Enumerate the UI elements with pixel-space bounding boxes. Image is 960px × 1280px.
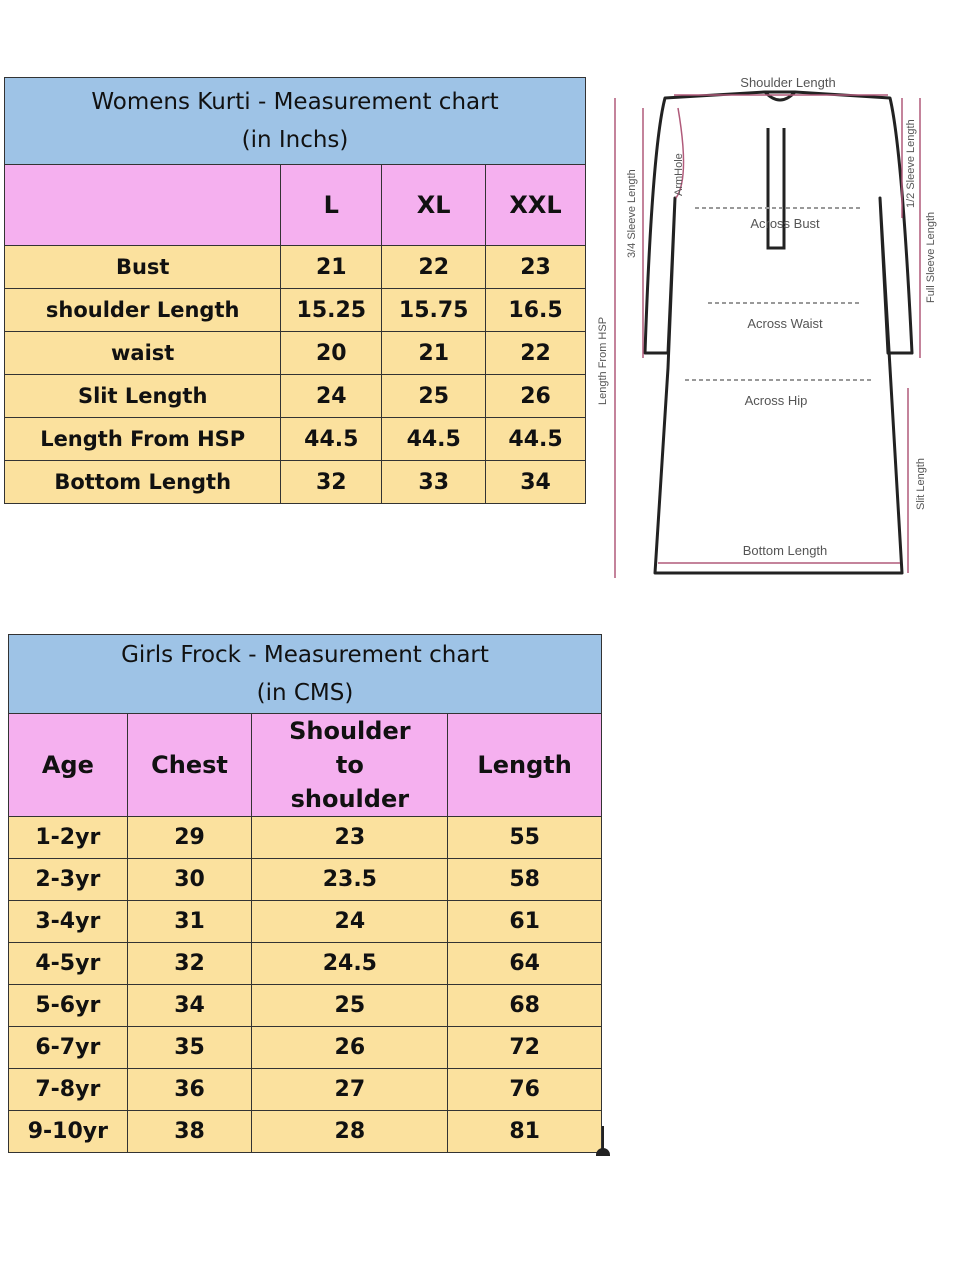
full-sleeve-label: Full Sleeve Length (925, 211, 937, 303)
bottom-length-label: Bottom Length (742, 543, 828, 558)
cell-value: 25 (382, 375, 486, 418)
cell-value: 15.25 (281, 289, 382, 332)
cell-length: 55 (448, 817, 602, 859)
kurti-outline (645, 92, 912, 573)
row-label: Bottom Length (5, 461, 281, 504)
half-sleeve-label: 1/2 Sleeve Length (905, 119, 917, 208)
cell-length: 61 (448, 901, 602, 943)
kurti-diagram (590, 68, 950, 588)
kurti-corner-cell (5, 165, 281, 246)
cell-value: 22 (382, 246, 486, 289)
cell-age: 6-7yr (9, 1027, 128, 1069)
table-row (9, 901, 602, 943)
cell-value: 16.5 (486, 289, 586, 332)
table-row (9, 1027, 602, 1069)
kurti-title-cell (5, 78, 586, 165)
cell-age: 5-6yr (9, 985, 128, 1027)
shoulder-length-label: Shoulder Length (740, 75, 836, 90)
table-row (9, 1111, 602, 1153)
cell-age: 3-4yr (9, 901, 128, 943)
cell-chest: 36 (127, 1069, 252, 1111)
cell-length: 64 (448, 943, 602, 985)
cell-shoulder: 25 (252, 985, 448, 1027)
across-hip-label: Across Hip (744, 393, 808, 408)
table-row (9, 943, 602, 985)
cell-value: 21 (281, 246, 382, 289)
cell-shoulder: 23 (252, 817, 448, 859)
frock-title: Girls Frock - Measurement chart (121, 642, 489, 668)
col-header-age: Age (9, 714, 128, 817)
length-hsp-label: Length From HSP (597, 316, 609, 405)
cell-length: 76 (448, 1069, 602, 1111)
row-label: waist (5, 332, 281, 375)
kurti-size-row (5, 165, 586, 246)
kurti-size-xxl: XXL (486, 165, 586, 246)
kurti-title: Womens Kurti - Measurement chart (91, 89, 499, 115)
kurti-subtitle: (in Inchs) (241, 127, 349, 153)
cell-chest: 31 (127, 901, 252, 943)
cell-value: 33 (382, 461, 486, 504)
cell-age: 7-8yr (9, 1069, 128, 1111)
kurti-measurement-table (4, 77, 586, 504)
cursor-handle-icon (596, 1148, 610, 1156)
cell-value: 34 (486, 461, 586, 504)
cell-value: 21 (382, 332, 486, 375)
cell-chest: 29 (127, 817, 252, 859)
sleeve-34-label: 3/4 Sleeve Length (626, 169, 638, 258)
kurti-header-row (5, 78, 586, 165)
across-waist-label: Across Waist (747, 316, 823, 331)
cell-age: 4-5yr (9, 943, 128, 985)
cell-value: 22 (486, 332, 586, 375)
cell-shoulder: 24.5 (252, 943, 448, 985)
table-row (5, 246, 586, 289)
text-cursor-icon (602, 1126, 604, 1150)
cell-value: 44.5 (486, 418, 586, 461)
cell-value: 20 (281, 332, 382, 375)
col-header-length: Length (448, 714, 602, 817)
cell-value: 26 (486, 375, 586, 418)
table-row (9, 859, 602, 901)
row-label: Slit Length (5, 375, 281, 418)
cell-shoulder: 28 (252, 1111, 448, 1153)
across-bust-label: Across Bust (750, 216, 820, 231)
kurti-size-xl: XL (382, 165, 486, 246)
cell-age: 1-2yr (9, 817, 128, 859)
cell-chest: 35 (127, 1027, 252, 1069)
row-label: Bust (5, 246, 281, 289)
cell-value: 24 (281, 375, 382, 418)
table-row (9, 817, 602, 859)
table-row (5, 375, 586, 418)
armhole-label: ArmHole (673, 153, 685, 196)
table-row (5, 332, 586, 375)
cell-chest: 38 (127, 1111, 252, 1153)
cell-shoulder: 26 (252, 1027, 448, 1069)
cell-length: 68 (448, 985, 602, 1027)
cell-shoulder: 23.5 (252, 859, 448, 901)
table-row (5, 289, 586, 332)
col-header-shoulder: Shoulder to shoulder (252, 714, 448, 817)
cell-value: 15.75 (382, 289, 486, 332)
cell-value: 44.5 (281, 418, 382, 461)
frock-column-header-row (9, 714, 602, 817)
cell-chest: 30 (127, 859, 252, 901)
kurti-size-l: L (281, 165, 382, 246)
table-row (5, 461, 586, 504)
cell-age: 9-10yr (9, 1111, 128, 1153)
cell-chest: 34 (127, 985, 252, 1027)
table-row (9, 985, 602, 1027)
cell-shoulder: 27 (252, 1069, 448, 1111)
row-label: Length From HSP (5, 418, 281, 461)
cell-value: 23 (486, 246, 586, 289)
cell-length: 81 (448, 1111, 602, 1153)
cell-value: 44.5 (382, 418, 486, 461)
cell-length: 72 (448, 1027, 602, 1069)
frock-subtitle: (in CMS) (256, 680, 354, 706)
frock-title-cell (9, 635, 602, 714)
row-label: shoulder Length (5, 289, 281, 332)
frock-header-row (9, 635, 602, 714)
frock-measurement-table (8, 634, 602, 1153)
cell-length: 58 (448, 859, 602, 901)
cell-value: 32 (281, 461, 382, 504)
cell-age: 2-3yr (9, 859, 128, 901)
cell-shoulder: 24 (252, 901, 448, 943)
col-header-chest: Chest (127, 714, 252, 817)
slit-length-label: Slit Length (915, 458, 927, 510)
table-row (5, 418, 586, 461)
cell-chest: 32 (127, 943, 252, 985)
table-row (9, 1069, 602, 1111)
